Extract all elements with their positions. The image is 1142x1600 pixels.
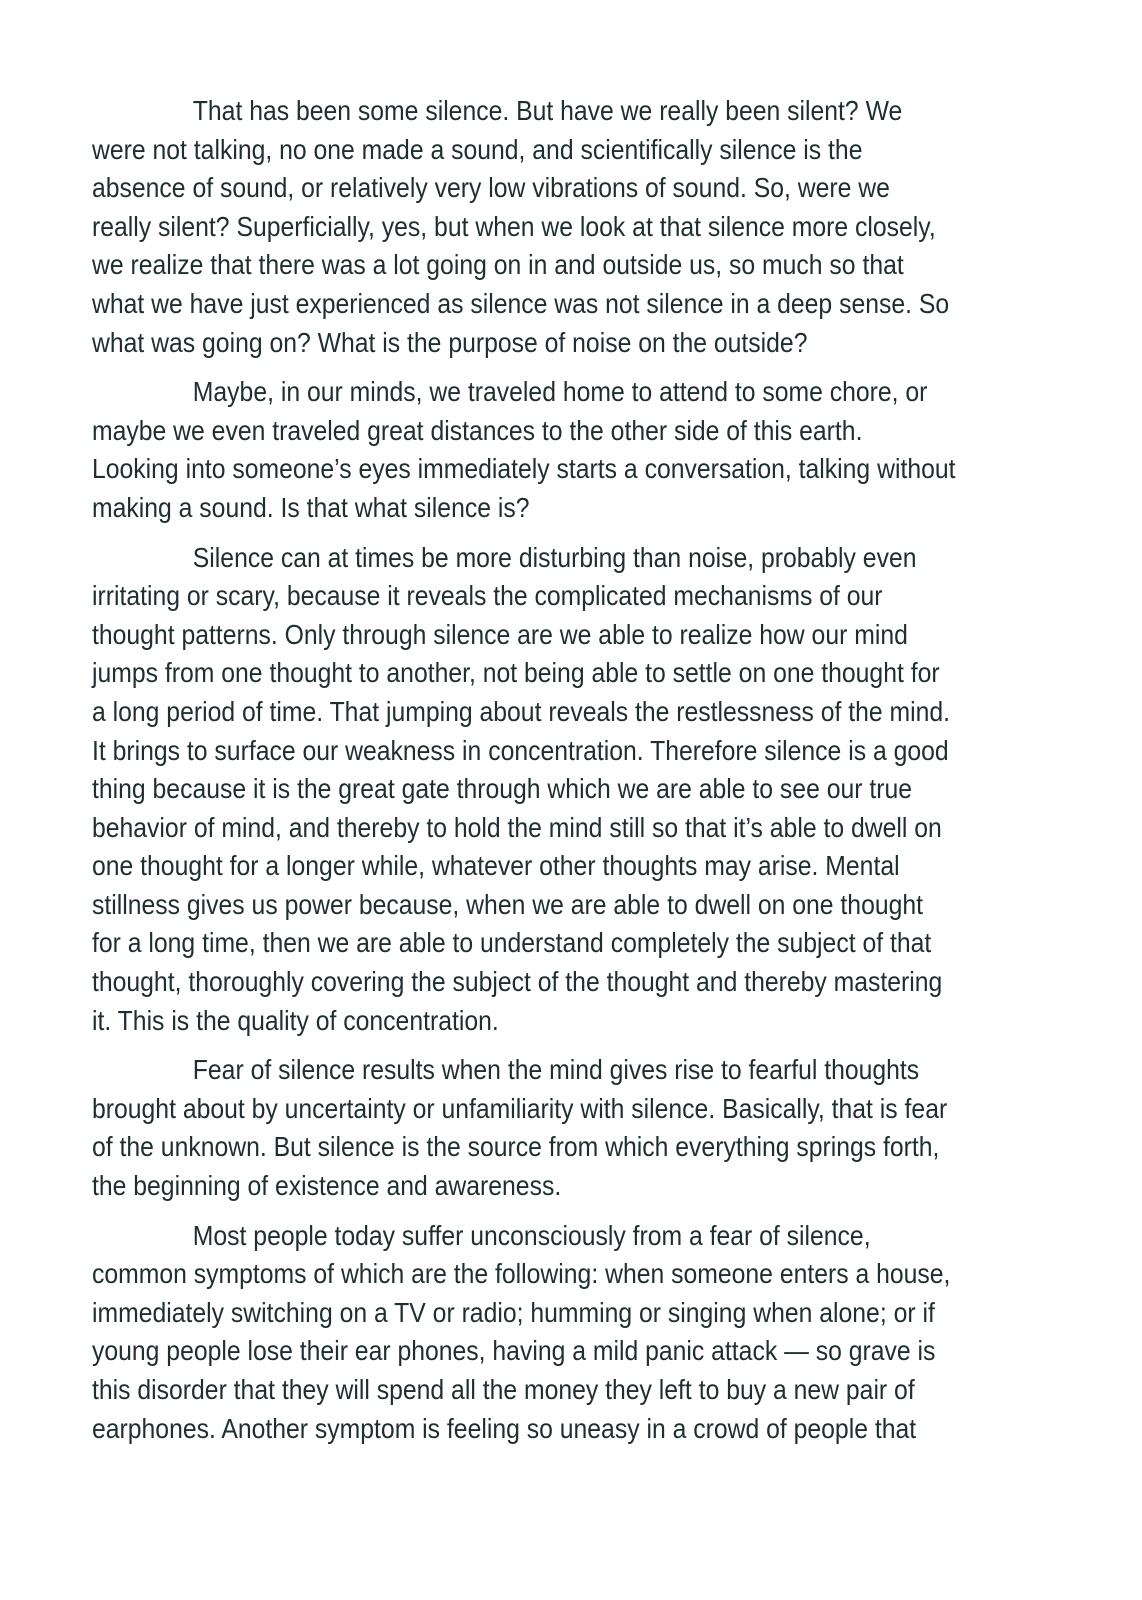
document-body <box>92 92 1062 1459</box>
paragraph-5: Most people today suffer unconsciously from a fear of silence, common symptoms of which are the following: when someone enters a house, immediately switching on a TV or radio; humming or singing when alone; or if young people lose their ear phones, having a mild panic attack — so grave is this disorder that they will spend all the money they left to buy a new pair of earphones. Another symptom is feeling so uneasy in a crowd of people that <box>92 1219 951 1444</box>
paragraph-4: Fear of silence results when the mind gives rise to fearful thoughts brought about by uncertainty or unfamiliarity with silence. Basically, that is fear of the unknown. But silence is the source from which everything springs forth, the beginning of existence and awareness. <box>92 1054 948 1202</box>
paragraph-1: That has been some silence. But have we really been silent? We were not talking, no one made a sound, and scientifically silence is the absence of sound, or relatively very low vibrations of sound. So, were we really silent? Superficially, yes, but when we look at that silence more closely, we realize that there was a lot going on in and outside us, so much so that what we have just experienced as silence was not silence in a deep sense. So what was going on? What is the purpose of noise on the outside? <box>92 95 950 358</box>
paragraph-2: Maybe, in our minds, we traveled home to attend to some chore, or maybe we even traveled great distances to the other side of this earth. Looking into someone’s eyes immediately starts a conversation, talking without making a sound. Is that what silence is? <box>92 376 956 523</box>
paragraph-3: Silence can at times be more disturbing than noise, probably even irritating or scary, because it reveals the complicated mechanisms of our thought patterns. Only through silence are we able to realize how our mind jumps from one thought to another, not being able to settle on one thought for a long period of time. That jumping about reveals the restlessness of the mind. It brings to surface our weakness in concentration. Therefore silence is a good thing because it is the great gate through which we are able to see our true behavior of mind, and thereby to hold the mind still so that it’s able to dwell on one thought for a longer while, whatever other thoughts may arise. Mental stillness gives us power because, when we are able to dwell on one thought for a long time, then we are able to understand completely the subject of that thought, thoroughly covering the subject of the thought and thereby mastering it. This is the quality of concentration. <box>92 541 951 1036</box>
